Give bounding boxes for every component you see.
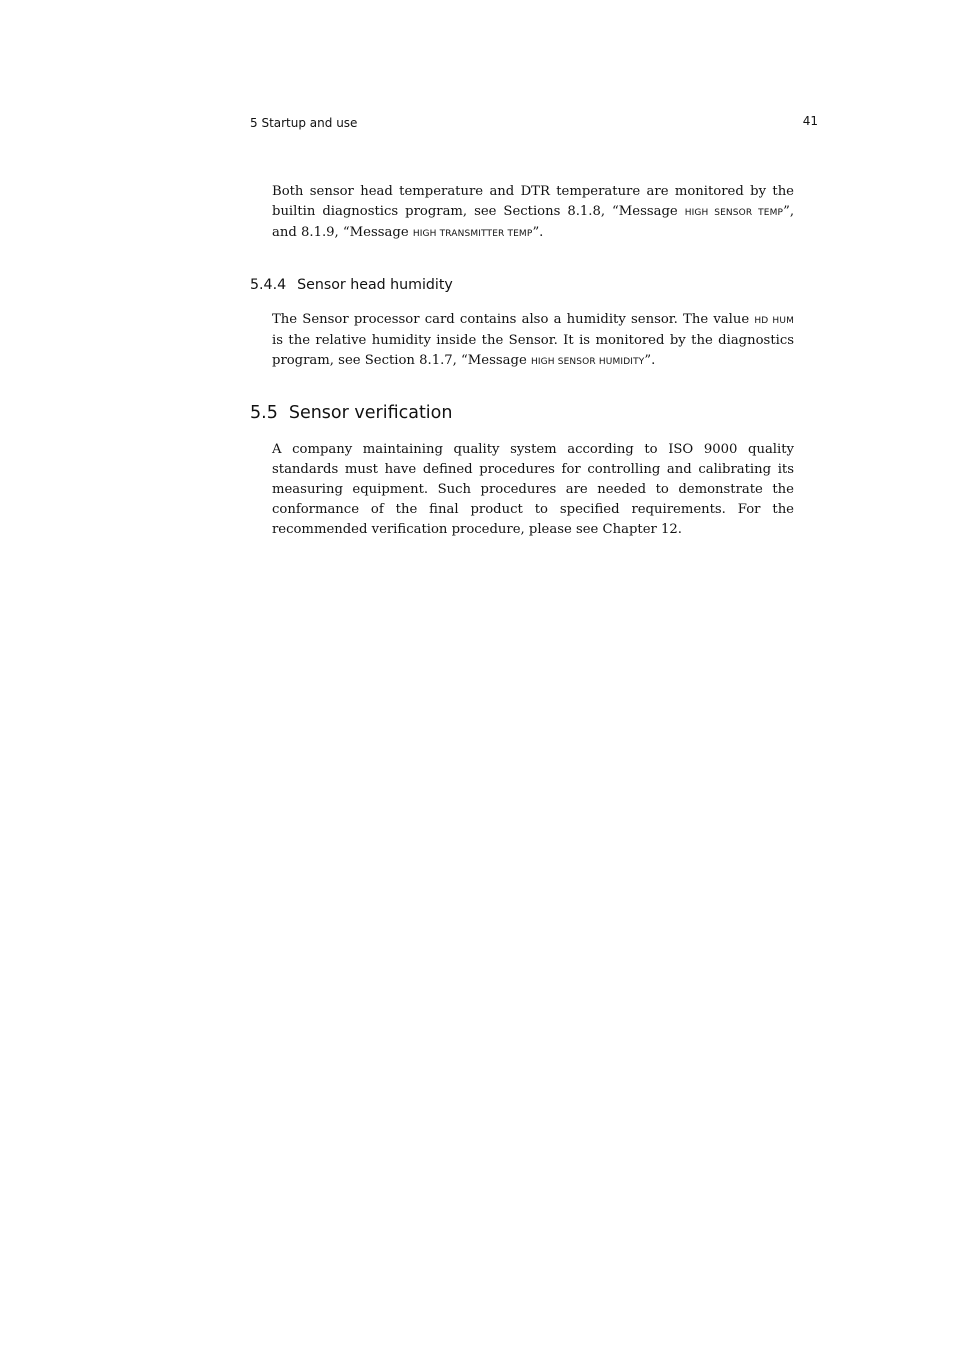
paragraph-humidity-sensor <box>272 310 794 372</box>
subsection-title: Sensor head humidity <box>297 277 453 293</box>
paragraph-text: ”. <box>532 225 544 240</box>
subsection-number: 5.4.4 <box>250 277 287 293</box>
paragraph-text: Both sensor head temperature and DTR temperature are monitored by the builtin diagnostics program, see Sections 8.1.8, “Message <box>272 184 794 219</box>
paragraph-text: is the relative humidity inside the Sensor. It is monitored by the diagnostics program, see Section 8.1.7, “Message <box>272 333 794 368</box>
section-number: 5.5 <box>250 403 278 423</box>
message-name: HIGH SENSOR HUMIDITY <box>530 357 645 367</box>
paragraph-text: ”. <box>644 353 656 368</box>
message-name: HIGH SENSOR TEMP <box>684 208 784 218</box>
paragraph-text: The Sensor processor card contains also a humidity sensor. The value <box>272 312 755 327</box>
paragraph-text: ”, and 8.1.9, “Message <box>272 204 795 240</box>
paragraph-sensor-verification: A company maintaining quality system according to ISO 9000 quality standards must have defined procedures for controlling and calibrating its measuring equipment. Such procedures are needed to demonstrate the conformance of the final product to specified requirements. For the recommended verification procedure, please see Chapter 12. <box>272 442 794 537</box>
section-heading <box>250 401 452 425</box>
message-name: HIGH TRANSMITTER TEMP <box>412 229 533 239</box>
subsection-heading <box>250 275 453 295</box>
page-number: 41 <box>802 114 818 128</box>
paragraph-temperature-monitoring <box>272 182 794 244</box>
section-title: Sensor verification <box>288 403 453 423</box>
chapter-title: 5 Startup and use <box>250 116 358 130</box>
value-name: HD HUM <box>754 316 794 326</box>
